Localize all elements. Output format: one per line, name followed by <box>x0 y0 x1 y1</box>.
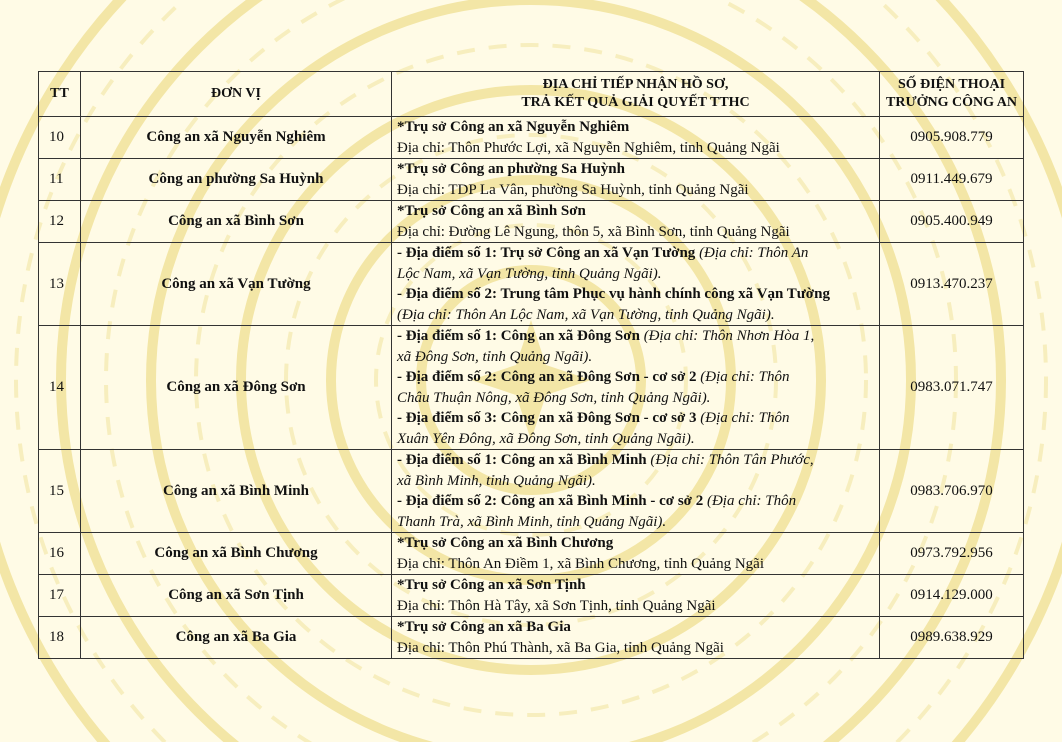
phone-number: 0911.449.679 <box>880 159 1024 201</box>
office-title: *Trụ sở Công an xã Sơn Tịnh <box>397 577 586 593</box>
phone-number: 0989.638.929 <box>880 617 1024 659</box>
office-title: *Trụ sở Công an xã Bình Sơn <box>397 203 586 219</box>
phone-number: 0913.470.237 <box>880 243 1024 326</box>
office-address: Địa chỉ: Thôn Phú Thành, xã Ba Gia, tỉnh Quảng Ngãi <box>397 639 724 656</box>
table-row <box>39 575 1024 617</box>
header-phone-line1: SỐ ĐIỆN THOẠI <box>897 77 1006 92</box>
row-number: 16 <box>39 533 81 575</box>
table-header-row <box>39 72 1024 117</box>
unit-name: Công an phường Sa Huỳnh <box>81 159 392 201</box>
table-row <box>39 117 1024 159</box>
location-2-line-1: - Địa điểm số 2: Trung tâm Phục vụ hành chính công xã Vạn Tường <box>397 286 830 302</box>
row-number: 11 <box>39 159 81 201</box>
phone-number: 0983.071.747 <box>880 326 1024 450</box>
address-cell <box>392 326 880 450</box>
row-number: 17 <box>39 575 81 617</box>
location-2-line-2: (Địa chỉ: Thôn An Lộc Nam, xã Vạn Tường, tỉnh Quảng Ngãi). <box>397 306 775 323</box>
unit-name: Công an xã Sơn Tịnh <box>81 575 392 617</box>
unit-name: Công an xã Ba Gia <box>81 617 392 659</box>
address-cell <box>392 533 880 575</box>
location-2-line-2: Châu Thuận Nông, xã Đông Sơn, tỉnh Quảng Ngãi). <box>397 389 711 406</box>
office-title: *Trụ sở Công an xã Bình Chương <box>397 535 614 551</box>
location-1-line-2: xã Bình Minh, tỉnh Quảng Ngãi). <box>397 472 596 489</box>
unit-name: Công an xã Nguyễn Nghiêm <box>81 117 392 159</box>
table-row <box>39 243 1024 326</box>
header-tt: TT <box>39 72 81 117</box>
unit-name: Công an xã Bình Minh <box>81 450 392 533</box>
row-number: 12 <box>39 201 81 243</box>
row-number: 13 <box>39 243 81 326</box>
row-number: 10 <box>39 117 81 159</box>
office-address: Địa chỉ: Đường Lê Ngung, thôn 5, xã Bình Sơn, tỉnh Quảng Ngãi <box>397 223 790 240</box>
header-address <box>392 72 880 117</box>
location-1-line-2: xã Đông Sơn, tỉnh Quảng Ngãi). <box>397 348 593 365</box>
office-title: *Trụ sở Công an phường Sa Huỳnh <box>397 161 625 177</box>
location-1-line-2: Lộc Nam, xã Vạn Tường, tỉnh Quảng Ngãi). <box>397 265 662 282</box>
police-contact-table <box>38 71 1024 659</box>
address-cell <box>392 117 880 159</box>
location-1-line-1: - Địa điểm số 1: Trụ sở Công an xã Vạn Tường (Địa chỉ: Thôn An <box>397 245 809 261</box>
location-3-line-1: - Địa điểm số 3: Công an xã Đông Sơn - cơ sở 3 (Địa chỉ: Thôn <box>397 410 790 426</box>
office-title: *Trụ sở Công an xã Nguyễn Nghiêm <box>397 119 630 135</box>
phone-number: 0973.792.956 <box>880 533 1024 575</box>
address-cell <box>392 243 880 326</box>
office-address: Địa chỉ: Thôn Hà Tây, xã Sơn Tịnh, tỉnh Quảng Ngãi <box>397 597 716 614</box>
header-address-line1: ĐỊA CHỈ TIẾP NHẬN HỒ SƠ, <box>542 77 729 92</box>
office-address: Địa chỉ: Thôn An Điềm 1, xã Bình Chương, tỉnh Quảng Ngãi <box>397 555 765 572</box>
phone-number: 0914.129.000 <box>880 575 1024 617</box>
row-number: 15 <box>39 450 81 533</box>
location-3-line-2: Xuân Yên Đông, xã Đông Sơn, tỉnh Quảng Ngãi). <box>397 430 695 447</box>
location-2-line-2: Thanh Trà, xã Bình Minh, tỉnh Quảng Ngãi). <box>397 513 667 530</box>
table-row <box>39 617 1024 659</box>
table-row <box>39 533 1024 575</box>
table-row <box>39 326 1024 450</box>
police-contact-table-container <box>38 71 1023 659</box>
phone-number: 0983.706.970 <box>880 450 1024 533</box>
address-cell <box>392 575 880 617</box>
phone-number: 0905.400.949 <box>880 201 1024 243</box>
row-number: 18 <box>39 617 81 659</box>
header-address-line2: TRẢ KẾT QUẢ GIẢI QUYẾT TTHC <box>521 95 750 110</box>
office-address: Địa chỉ: TDP La Vân, phường Sa Huỳnh, tỉnh Quảng Ngãi <box>397 181 749 198</box>
header-phone-line2: TRƯỞNG CÔNG AN <box>886 95 1017 110</box>
header-unit: ĐƠN VỊ <box>81 72 392 117</box>
table-row <box>39 450 1024 533</box>
table-row <box>39 201 1024 243</box>
address-cell <box>392 617 880 659</box>
location-1-line-1: - Địa điểm số 1: Công an xã Đông Sơn (Địa chỉ: Thôn Nhơn Hòa 1, <box>397 328 815 344</box>
unit-name: Công an xã Vạn Tường <box>81 243 392 326</box>
unit-name: Công an xã Bình Chương <box>81 533 392 575</box>
row-number: 14 <box>39 326 81 450</box>
phone-number: 0905.908.779 <box>880 117 1024 159</box>
address-cell <box>392 450 880 533</box>
location-2-line-1: - Địa điểm số 2: Công an xã Đông Sơn - cơ sở 2 (Địa chỉ: Thôn <box>397 369 790 385</box>
address-cell <box>392 201 880 243</box>
location-2-line-1: - Địa điểm số 2: Công an xã Bình Minh - cơ sở 2 (Địa chỉ: Thôn <box>397 493 797 509</box>
location-1-line-1: - Địa điểm số 1: Công an xã Bình Minh (Địa chỉ: Thôn Tân Phước, <box>397 452 814 468</box>
table-row <box>39 159 1024 201</box>
office-title: *Trụ sở Công an xã Ba Gia <box>397 619 571 635</box>
unit-name: Công an xã Đông Sơn <box>81 326 392 450</box>
address-cell <box>392 159 880 201</box>
header-phone <box>880 72 1024 117</box>
office-address: Địa chỉ: Thôn Phước Lợi, xã Nguyễn Nghiêm, tỉnh Quảng Ngãi <box>397 139 780 156</box>
unit-name: Công an xã Bình Sơn <box>81 201 392 243</box>
